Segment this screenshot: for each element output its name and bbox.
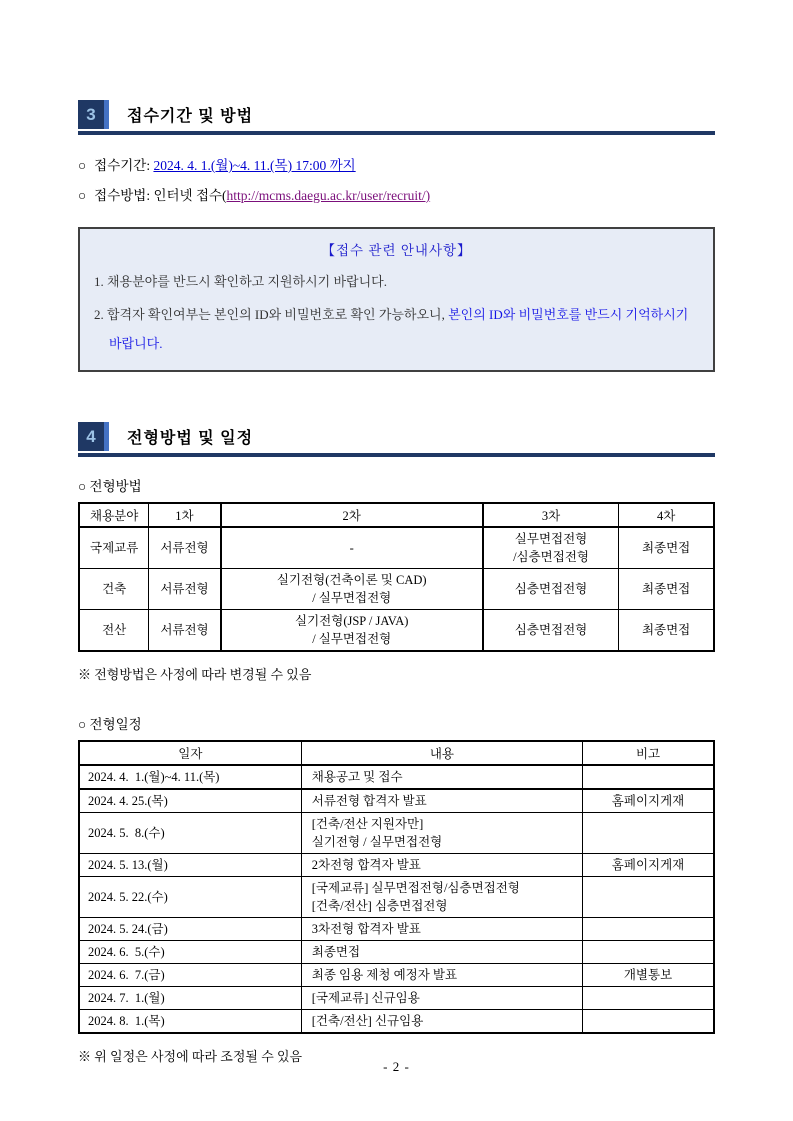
method-table-header-row	[79, 503, 714, 527]
table-cell	[583, 941, 714, 964]
notice-item-1: 1. 채용분야를 반드시 확인하고 지원하시기 바랍니다.	[94, 274, 387, 289]
schedule-table-header-row	[79, 741, 714, 765]
table-cell: 개별통보	[583, 964, 714, 987]
schedule-note: ※ 위 일정은 사정에 따라 조정될 수 있음	[78, 1049, 303, 1064]
schedule-subheading: ○ 전형일정	[78, 717, 142, 732]
schedule-block	[78, 713, 715, 1065]
table-cell: 2024. 6. 5.(수)	[79, 941, 301, 964]
table-cell: 심층면접전형	[483, 610, 619, 652]
table-cell	[583, 918, 714, 941]
table-row	[79, 987, 714, 1010]
table-row	[79, 527, 714, 569]
table-cell: 2024. 4. 25.(목)	[79, 789, 301, 813]
notice-box	[78, 227, 715, 372]
table-row	[79, 964, 714, 987]
schedule-table	[78, 740, 715, 1034]
section-4-header	[78, 420, 715, 453]
table-cell: 채용공고 및 접수	[301, 765, 582, 789]
section-4	[78, 420, 715, 1065]
table-row	[79, 789, 714, 813]
page-number: - 2 -	[383, 1059, 410, 1074]
method-note: ※ 전형방법은 사정에 따라 변경될 수 있음	[78, 667, 312, 682]
table-cell: 실무면접전형 /심층면접전형	[483, 527, 619, 569]
circle-bullet-icon: ○	[78, 188, 87, 203]
table-cell: 2024. 5. 22.(수)	[79, 877, 301, 918]
table-row	[79, 569, 714, 610]
notice-title: 【접수 관련 안내사항】	[321, 243, 472, 258]
table-row	[79, 610, 714, 652]
table-cell: 서류전형	[149, 527, 221, 569]
section-4-number: 4	[86, 426, 96, 446]
table-cell: 실기전형(건축이론 및 CAD) / 실무면접전형	[221, 569, 483, 610]
column-header: 비고	[583, 741, 714, 765]
circle-bullet-icon: ○	[78, 158, 87, 173]
section-3-header	[78, 98, 715, 131]
table-cell	[583, 813, 714, 854]
column-header: 내용	[301, 741, 582, 765]
table-cell: 최종 임용 제청 예정자 발표	[301, 964, 582, 987]
table-cell: 최종면접	[619, 569, 714, 610]
section-4-number-badge	[78, 422, 109, 451]
column-header: 3차	[483, 503, 619, 527]
table-cell: 실기전형(JSP / JAVA) / 실무면접전형	[221, 610, 483, 652]
table-cell: 서류전형	[149, 569, 221, 610]
section-3-number: 3	[86, 104, 96, 124]
table-cell: 홈페이지게재	[583, 789, 714, 813]
method-subheading: ○ 전형방법	[78, 479, 142, 494]
table-cell: 건축	[79, 569, 149, 610]
table-cell: [국제교류] 신규임용	[301, 987, 582, 1010]
table-row	[79, 877, 714, 918]
table-row	[79, 854, 714, 877]
section-4-underline	[78, 453, 715, 457]
table-cell: 홈페이지게재	[583, 854, 714, 877]
recruit-url-link[interactable]: http://mcms.daegu.ac.kr/user/recruit/)	[226, 188, 431, 203]
method-table	[78, 502, 715, 652]
table-cell: [건축/전산 지원자만] 실기전형 / 실무면접전형	[301, 813, 582, 854]
table-cell: 서류전형	[149, 610, 221, 652]
table-cell: 2024. 5. 24.(금)	[79, 918, 301, 941]
table-row	[79, 918, 714, 941]
column-header: 일자	[79, 741, 301, 765]
section-3-bullets	[78, 151, 715, 211]
table-cell: 2024. 4. 1.(월)~4. 11.(목)	[79, 765, 301, 789]
table-cell: 2024. 5. 13.(월)	[79, 854, 301, 877]
table-cell: 2024. 6. 7.(금)	[79, 964, 301, 987]
table-cell: 2024. 8. 1.(목)	[79, 1010, 301, 1034]
bullet-apply-period	[78, 151, 715, 181]
section-3-number-badge	[78, 100, 109, 129]
table-cell: 국제교류	[79, 527, 149, 569]
table-cell: -	[221, 527, 483, 569]
table-row	[79, 1010, 714, 1034]
table-cell: 2024. 7. 1.(월)	[79, 987, 301, 1010]
table-cell: 2차전형 합격자 발표	[301, 854, 582, 877]
table-cell	[583, 987, 714, 1010]
table-cell: 3차전형 합격자 발표	[301, 918, 582, 941]
table-row	[79, 813, 714, 854]
table-cell: [건축/전산] 신규임용	[301, 1010, 582, 1034]
table-cell: 서류전형 합격자 발표	[301, 789, 582, 813]
column-header: 1차	[149, 503, 221, 527]
table-cell: 심층면접전형	[483, 569, 619, 610]
table-cell	[583, 1010, 714, 1034]
apply-period-value: 2024. 4. 1.(월)~4. 11.(목) 17:00 까지	[153, 158, 356, 173]
section-4-title: 전형방법 및 일정	[127, 430, 254, 447]
notice-item-2-highlight: 본인의 ID와 비밀번호를 반드시 기억하시기 바랍니다.	[109, 307, 692, 351]
table-cell: 2024. 5. 8.(수)	[79, 813, 301, 854]
column-header: 4차	[619, 503, 714, 527]
table-cell: 전산	[79, 610, 149, 652]
table-cell: [국제교류] 실무면접전형/심층면접전형 [건축/전산] 심층면접전형	[301, 877, 582, 918]
table-cell	[583, 765, 714, 789]
notice-item-2-text: 2. 합격자 확인여부는 본인의 ID와 비밀번호로 확인 가능하오니,	[94, 307, 449, 322]
apply-period-label: 접수기간:	[94, 158, 154, 173]
column-header: 2차	[221, 503, 483, 527]
table-cell	[583, 877, 714, 918]
section-3-underline	[78, 131, 715, 135]
table-row	[79, 765, 714, 789]
table-row	[79, 941, 714, 964]
table-cell: 최종면접	[301, 941, 582, 964]
apply-method-label: 접수방법:	[94, 188, 154, 203]
apply-method-prefix: 인터넷 접수(	[153, 188, 227, 203]
bullet-apply-method	[78, 181, 715, 211]
notice-item-2	[94, 300, 699, 358]
section-3	[78, 98, 715, 372]
table-cell: 최종면접	[619, 527, 714, 569]
column-header: 채용분야	[79, 503, 149, 527]
table-cell: 최종면접	[619, 610, 714, 652]
section-3-title: 접수기간 및 방법	[127, 108, 254, 125]
